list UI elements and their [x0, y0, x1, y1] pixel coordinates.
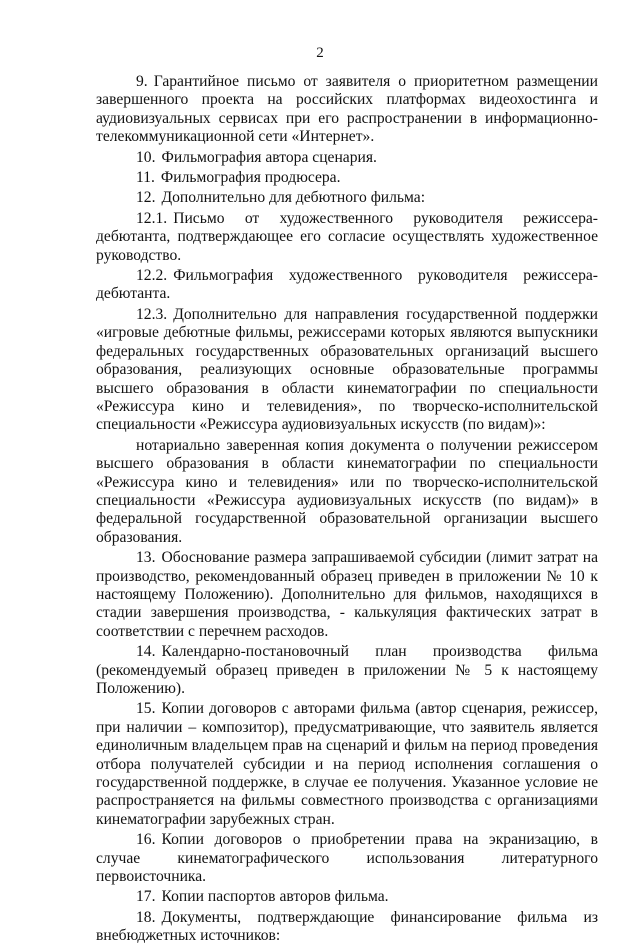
item-text: Календарно-постановочный план производства фильма (рекомендуемый образец приведен в приложении № 5 к настоящему Положению). — [96, 643, 598, 697]
list-item — [96, 210, 598, 265]
item-text: Гарантийное письмо от заявителя о приоритетном размещении завершенного проекта на российских платформах видеохостинга и аудиовизуальных сервисах при его распространении в информационно-телекоммуникационной сети «Интернет». — [96, 73, 598, 146]
list-item — [96, 549, 598, 641]
list-item — [96, 149, 598, 167]
item-number: 17. — [136, 888, 156, 906]
list-item — [96, 189, 598, 207]
list-item — [96, 643, 598, 698]
item-number: 9. — [136, 73, 148, 90]
list-item — [96, 267, 598, 304]
item-text: нотариально заверенная копия документа о получении режиссером высшего образования в области кинематографии по специальности «Режиссура кино и телевидения» или по творческо-исполнительской специальности «Режиссура аудиовизуальных искусств (по видам)» в федеральной государственной образовательной организации высшего образования. — [96, 436, 598, 546]
list-item — [96, 909, 598, 946]
list-item — [96, 169, 598, 187]
item-number: 18. — [136, 908, 156, 926]
list-item — [96, 73, 598, 147]
item-number: 14. — [136, 643, 156, 661]
item-text: Копии договоров о приобретении права на экранизацию, в случае кинематографического использования литературного первоисточника. — [96, 831, 598, 886]
item-number: 11. — [136, 169, 155, 187]
item-number: 12.2. — [136, 267, 168, 285]
list-item — [96, 831, 598, 886]
list-item — [96, 437, 598, 547]
item-text: Обоснование размера запрашиваемой субсидии (лимит затрат на производство, рекомендованный образец приведен в приложении № 10 к настоящему Положению). Дополнительно для фильмов, находящихся в стадии завершения производства, - калькуляция фактических затрат в соответствии с перечнем расходов. — [96, 549, 598, 640]
item-number: 10. — [136, 148, 156, 166]
document-body — [96, 73, 598, 948]
item-number: 12.3. — [136, 305, 168, 323]
item-number: 12. — [136, 189, 156, 207]
list-item — [96, 306, 598, 435]
item-number: 15. — [136, 700, 156, 718]
item-text: Фильмография продюсера. — [160, 169, 341, 187]
item-text: Дополнительно для дебютного фильма: — [161, 189, 426, 207]
item-text: Фильмография автора сценария. — [161, 148, 377, 166]
list-item — [96, 888, 598, 906]
item-text: Документы, подтверждающие финансирование фильма из внебюджетных источников: — [96, 908, 598, 945]
item-number: 13. — [136, 549, 156, 567]
item-text: Письмо от художественного руководителя режиссера-дебютанта, подтверждающее его согласие осуществлять художественное руководство. — [96, 209, 598, 264]
item-text: Копии договоров с авторами фильма (автор сценария, режиссер, при наличии – композитор), предусматривающие, что заявитель является единоличным владельцем прав на сценарий и фильм на период проведения отбора получателей субсидии и на период исполнения соглашения о государственной поддержке, в случае ее получения. Указанное условие не распространяется на фильмы совместного производства с организациями кинематографии зарубежных стран. — [96, 700, 598, 828]
item-text: Копии паспортов авторов фильма. — [161, 888, 389, 906]
item-number: 16. — [136, 831, 156, 849]
item-number: 12.1. — [136, 209, 168, 227]
list-item — [96, 700, 598, 829]
page-number: 2 — [316, 45, 324, 61]
item-text: Дополнительно для направления государственной поддержки «игровые дебютные фильмы, режиссерами которых являются выпускники федеральных государственных образовательных организаций высшего образования, реализующих основные образовательные программы высшего образования в области кинематографии по специальности «Режиссура кино и телевидения», по творческо-исполнительской специальности «Режиссура аудиовизуальных искусств (по видам)»: — [96, 305, 598, 434]
item-text: Фильмография художественного руководителя режиссера-дебютанта. — [96, 267, 598, 303]
